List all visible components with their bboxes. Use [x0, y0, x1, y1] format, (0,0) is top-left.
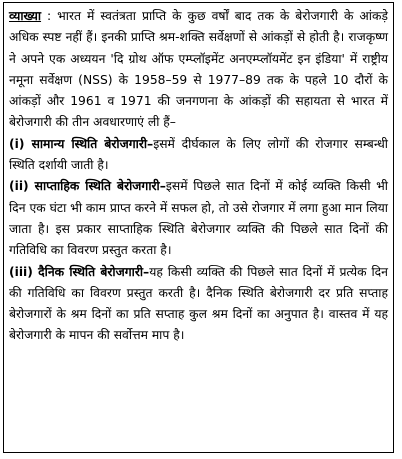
- concept-heading-3: (iii) दैनिक स्थिति बेरोजगारी–: [9, 264, 150, 279]
- text-box: [3, 2, 394, 453]
- intro-paragraph: [9, 6, 388, 134]
- concept-paragraph-2: [9, 176, 388, 261]
- explanation-heading: व्याख्या: [9, 9, 42, 23]
- concept-text-2: इसमें पिछले सात दिनों में कोई व्यक्ति किसी भी दिन एक घंटा भी काम प्राप्त करने में सफल हो, तो उसे रोजगार में लगा हुआ मान लिया जाता है। इस प्रकार साप्ताहिक स्थिति बेरोजगार व्यक्ति की पिछले सात दिनों की गतिविधि का विवरण प्रस्तुत करता है।: [9, 179, 388, 258]
- concept-heading-2: (ii) साप्ताहिक स्थिति बेरोजगारी–: [9, 179, 166, 194]
- concept-paragraph-1: [9, 134, 388, 177]
- concept-text-1: इसमें दीर्घकाल के लिए लोगों की रोजगार सम्बन्धी स्थिति दर्शायी जाती है।: [9, 136, 388, 173]
- intro-text: : भारत में स्वतंत्रता प्राप्ति के कुछ वर्षों बाद तक के बेरोजगारी के आंकड़े अधिक स्पष्ट नहीं हैं। इनकी प्राप्ति श्रम-शक्ति सर्वेक्षणों से आंकड़ों से होती है। राजकृष्ण ने अपने एक अध्ययन 'दि ग्रोथ ऑफ एम्प्लॉइमेंट अनएम्प्लॉयमेंट इन इंडिया' में राष्ट्रीय नमूना सर्वेक्षण (NSS) के 1958–59 से 1977–89 तक के पहले 10 दौरों के आंकड़ों और 1961 व 1971 की जनगणना के आंकड़ों की सहायता से भारत में बेरोजगारी की तीन अवधारणाएं ली हैं–: [9, 9, 388, 130]
- concept-paragraph-3: [9, 262, 388, 347]
- concept-heading-1: (i) सामान्य स्थिति बेरोजगारी–: [9, 136, 154, 151]
- concept-text-3: यह किसी व्यक्ति की पिछले सात दिनों में प्रत्येक दिन की गतिविधि का विवरण प्रस्तुत करती है। दैनिक स्थिति बेरोजगारी दर प्रति सप्ताह बेरोजगारों के श्रम दिनों का प्रति सप्ताह कुल श्रम दिनों का अनुपात है। वास्तव में यह बेरोजगारी के मापन की सर्वोत्तम माप है।: [9, 264, 388, 343]
